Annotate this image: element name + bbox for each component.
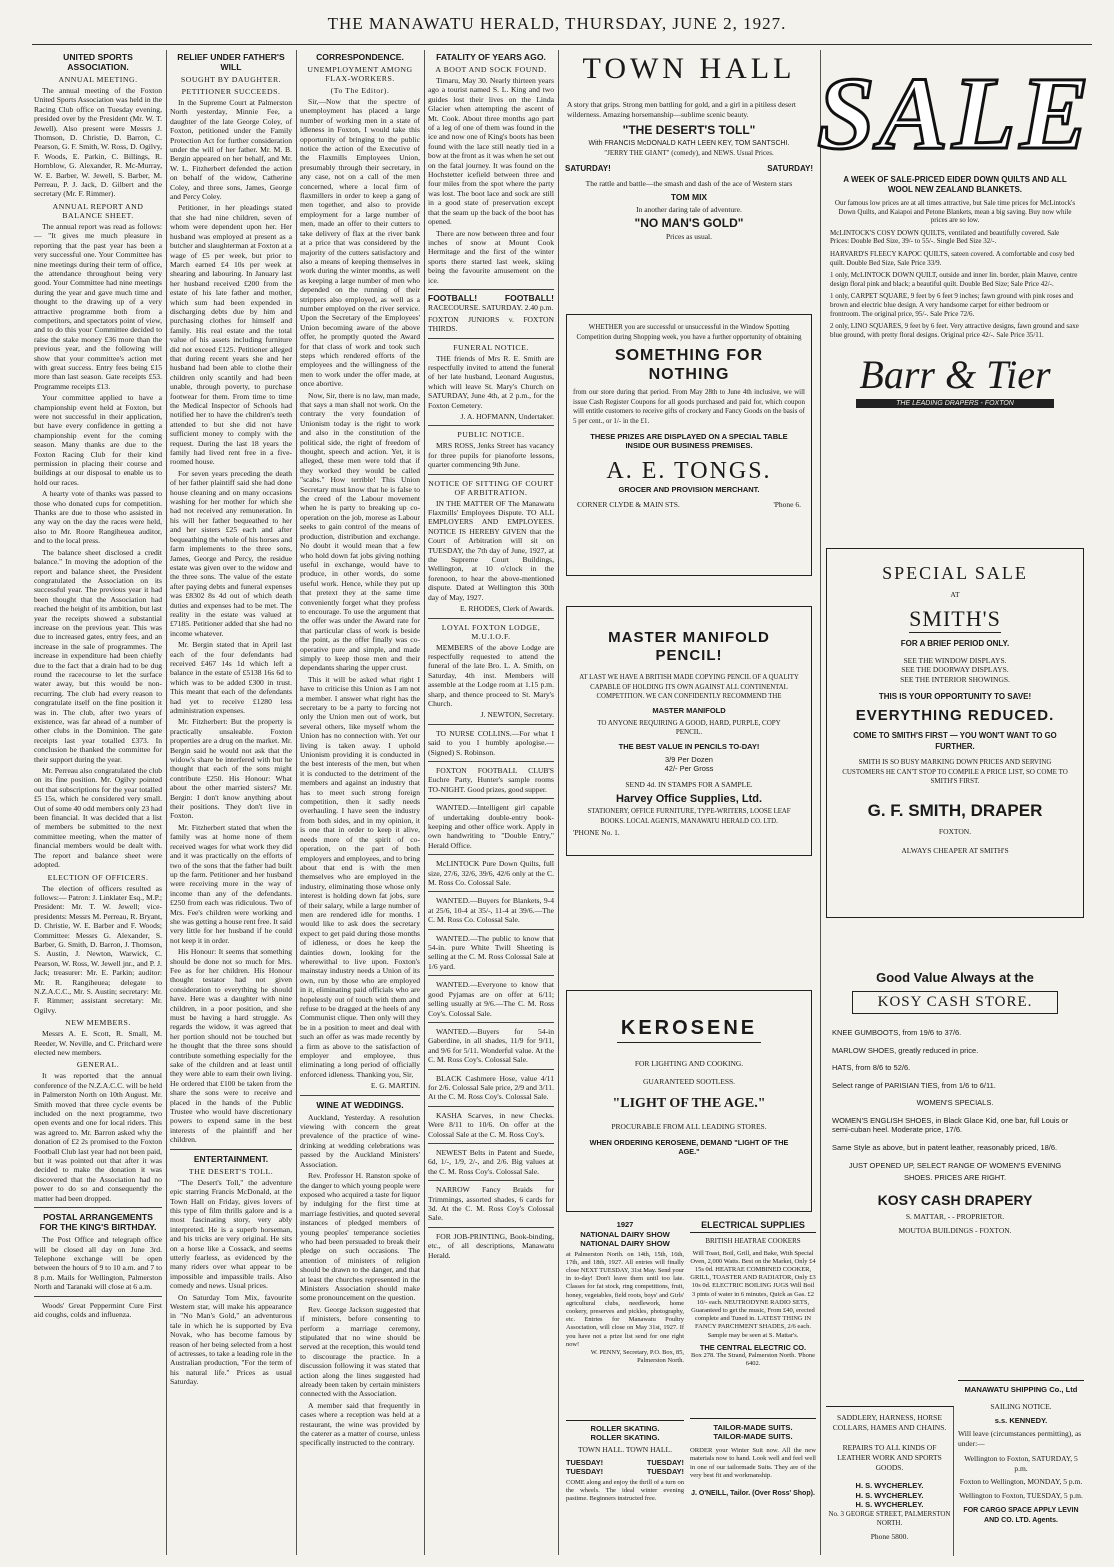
- shop-name: G. F. SMITH, DRAPER: [867, 800, 1043, 820]
- article-subtitle: THE DESERT'S TOLL.: [188, 1166, 274, 1176]
- divider: [34, 1207, 162, 1208]
- classified-ad: WANTED.—Everyone to know that good Pyjamas are on offer at 6/11; selling usually at 9/6.—The C. M. Ross Coy's. Colossal Sale.: [428, 980, 554, 1018]
- article-paragraph: A member said that frequently in cases where a reception was held at a restaurant, the wine was provided by the caterer as a matter of course, unless specifically instructed to the contrary.: [300, 1400, 420, 1448]
- tongs-ad: [566, 314, 812, 576]
- product-line: Select range of PARISIAN TIES, from 1/6 to 6/11.: [832, 1080, 996, 1090]
- dairy-show-ad: [566, 1220, 684, 1364]
- ad-text: A story that grips. Strong men battling for gold, and a girl in a pitiless desert wilderness. Amazing horsemanship—sublime scenic beauty.: [567, 100, 796, 119]
- column-notices: [428, 50, 554, 1555]
- film-title: "THE DESERT'S TOLL": [622, 123, 756, 137]
- column-correspondence: [300, 50, 420, 1555]
- ad-subhead: A WEEK OF SALE-PRICED EIDER DOWN QUILTS AND ALL WOOL NEW ZEALAND BLANKETS.: [843, 175, 1067, 194]
- ad-headline: SPECIAL SALE: [882, 563, 1028, 583]
- ad-text: SEE THE DOORWAY DISPLAYS.: [901, 665, 1009, 674]
- ad-text: Will leave (circumstances permitting), as under:—: [958, 1429, 1082, 1448]
- ad-headline: Good Value Always at the: [876, 970, 1034, 985]
- article-paragraph: Mr. Bergin stated that in April last each of the four defendants had received £467 14s 1d which left a balance in the estate of £5138 16s 6d to which was to be added £300 in trust. This meant that each of the defendants had yet to receive £1280 less administration expenses.: [170, 640, 292, 715]
- article-title: ENTERTAINMENT.: [193, 1153, 269, 1164]
- article-paragraph: Your committee applied to have a championship event held at Foxton, but were not successful in their application, but have every confidence in getting a championship event for the coming season. Many thanks are due to the Foxton Racing Club for their kind permission in placing their course and buildings at our disposal to enable us to hold our races.: [34, 393, 162, 487]
- article-paragraph: Auckland, Yesterday. A resolution viewing with concern the great prevalence of the practice of wine-drinking at wedding celebrations was passed by the Auckland Ministers' Association.: [300, 1112, 420, 1169]
- article-paragraph: For seven years preceding the death of her father plaintiff said she had done house cleaning and on many occasions washing for her mother for which she had not received any remuneration. In his will her father bequeathed to her and her sisters £25 each and after bequeathing the whole of his horses and farm implements to the three sons, James, George and Percy, the residue estate was given over to the widow and the three sons. The value of the estate after paying debts and funeral expenses was £8302 8s 4d out of which death duties and expenses had to be met. The reality in the estate was valued at £7185. Petitioner added that she had no income whatever.: [170, 468, 292, 638]
- ad-text: Prices as usual.: [665, 232, 713, 241]
- divider: [428, 1227, 554, 1228]
- product-heading: WOMEN'S SPECIALS.: [916, 1098, 994, 1107]
- notice-signature: E. RHODES, Clerk of Awards.: [459, 604, 554, 614]
- article-paragraph: It was reported that the annual conference of the N.Z.A.C.C. will be held in Palmerston North on 10th August. Mr. Smith moved that three cycle events be included on the next programme, two open events and one for local riders. This was agreed to. Mr. Barron asked why the donation of £2 2s promised to the Foxton Football Club last year had not been paid, but it was pointed out that after it was decided to make the donation it was discovered that the Association had no power to do so and consequently the matter had been dropped.: [34, 1071, 162, 1203]
- article-paragraph: On Saturday Tom Mix, favourite Western star, will make his appearance in "No Man's Gold," an adventurous tale in which he is supported by Eva Novak, who has become famous by reason of her being selected from a host of actresses, to take a leading role in the Australian production, "For the term of his natural life." Prices as usual Saturday.: [170, 1292, 292, 1387]
- article-paragraph: Timaru, May 30. Nearly thirteen years ago a tourist named S. L. King and two guides lost their lives on the Linda Glacier when attempting the ascent of Mt. Cook. About three months ago part of a leg of one of them was found in the ice and now one of King's boots has been found with the lace still neatly tied in a bow at the front as it was when he set out on the fatal journey. It was found on the Hochstetter icefield between three and four miles from the spot where the party was lost. The boot lace and sock are still in a good state of preservation except that the seam up the back of the boot has opened.: [428, 76, 554, 227]
- article-paragraph: Mr. Fitzherbert: But the property is practically unsaleable. Foxton properties are a drug on the market. Mr. Bergin said he would not ask that the widow's share be interfered with but he thought that each of the sons might contribute £250. His Honour: What about the other married sisters? Mr. Bergin: I don't know anything about their positions. They don't live in Foxton.: [170, 717, 292, 821]
- ad-label: TUESDAY!: [566, 1457, 604, 1467]
- product-line: WOMEN'S ENGLISH SHOES, in Black Glace Kid, one bar, full Louis or semi-cuban heel. Moderate price, 17/6.: [832, 1115, 1069, 1134]
- sale-item: HARVARD'S FLEECY KAPOC QUILTS, sateen covered. A comfortable and cosy bed quilt. Double Bed Size, Sale Price 33/9.: [830, 249, 1075, 267]
- article-paragraph: In the Supreme Court at Palmerston North yesterday, Minnie Fee, a daughter of the late George Coley, of Foxton, petitioned under the Family Protection Act for further consideration under the will of her father. Mr. M. B. Bergin appeared on her behalf, and Mr. W. L. Fitzherbert defended the action on behalf of the widow, Catherine Coley, and three sons, James, George and Percy Coley.: [170, 98, 292, 202]
- divider: [428, 618, 554, 619]
- ad-subhead: SAILING NOTICE.: [990, 1402, 1052, 1411]
- divider: [428, 724, 554, 725]
- notice-signature: J. A. HOFMANN, Undertaker.: [460, 412, 554, 421]
- wycherley-ad: [826, 1406, 954, 1556]
- ad-text: TOWN HALL. TOWN HALL.: [578, 1445, 672, 1454]
- article-subtitle: ANNUAL REPORT AND BALANCE SHEET.: [52, 201, 144, 220]
- ad-text: SADDLERY, HARNESS, HORSE COLLARS, HAMES AND CHAINS.: [832, 1413, 947, 1432]
- article-paragraph: Mr. Perreau also congratulated the club on its fine position. Mr. Ogilvy pointed out that subscriptions for the year totalled £5 15s, which he considered very small. Out of some 40 odd members only 23 had been financial. It was decided that a list of members be submitted to the next committee meeting, when the matter of financial members would be dealt with. The report and balance sheet were adopted.: [34, 766, 162, 870]
- classified-ad: FOXTON FOOTBALL CLUB'S Euchre Party, Hunter's sample rooms TO-NIGHT. Good prizes, good supper.: [428, 765, 554, 794]
- ad-subhead: THIS IS YOUR OPPORTUNITY TO SAVE!: [878, 692, 1032, 701]
- shop-name: H. S. WYCHERLEY.: [855, 1490, 924, 1500]
- ad-text: FOXTON.: [938, 826, 972, 836]
- sailing-line: Foxton to Wellington, MONDAY, 5 p.m.: [959, 1477, 1083, 1486]
- divider: [428, 929, 554, 930]
- ad-text: GROCER AND PROVISION MERCHANT.: [618, 485, 760, 494]
- phone-line: 'PHONE No. 1.: [573, 828, 620, 837]
- article-paragraph: There are now between three and four inches of snow at Mount Cook Hermitage and the first of the winter sports there started last week, skiing being the favourite amusement on the ice.: [428, 228, 554, 285]
- electrical-ad: [690, 1220, 816, 1408]
- ad-year: 1927: [616, 1220, 634, 1229]
- column-rule: [558, 50, 559, 1555]
- sailing-line: Wellington to Foxton, SATURDAY, 5 p.m.: [964, 1454, 1078, 1473]
- ad-label: TUESDAY!: [566, 1466, 604, 1476]
- price-line: 42/- Per Gross: [664, 764, 714, 773]
- ad-text: SEND 4d. IN STAMPS FOR A SAMPLE.: [625, 779, 753, 789]
- article-subtitle: PETITIONER SUCCEEDS.: [181, 87, 281, 96]
- divider: [428, 1022, 554, 1023]
- address-line: CORNER CLYDE & MAIN STS.: [577, 500, 680, 509]
- ad-headline: KEROSENE: [617, 1017, 761, 1043]
- kerosene-ad: [566, 990, 812, 1212]
- notice-title: NOTICE OF SITTING OF COURT OF ARBITRATION.: [428, 478, 554, 497]
- article-paragraph: Rev. George Jackson suggested that if ministers, before consenting to perform a marriage ceremony, stipulated that no wine should be served at the reception, this would tend to discourage the practice. In a discussion following it was stated that action along the lines suggested had already been taken by certain ministers connected with the Association.: [300, 1304, 420, 1399]
- article-paragraph: Mr. Fitzherbert stated that when the family was at home none of them received wages for what work they did and it was practically on the efforts of two of the sons that the father had built up the farm. Petitioner and her husband were receiving more in the way of income than any of the defendants. £250 from each was ridiculous. Two of Mrs. Fee's children were working and she was getting a house rent free. It said very little for her husband if he could not keep it in order.: [170, 822, 292, 945]
- sale-word: SALE: [816, 56, 1094, 171]
- ad-text: AT LAST WE HAVE A BRITISH MADE COPYING PENCIL OF A QUALITY CAPABLE OF HOLDING ITS OWN AGAINST ALL CONTINENTAL COMPETITION. WE CAN CONFIDENTLY RECOMMEND THE: [579, 674, 799, 700]
- ad-subhead: BRITISH HEATRAE COOKERS: [705, 1237, 801, 1245]
- article-subtitle: ELECTION OF OFFICERS.: [47, 872, 149, 882]
- classified-ad: WANTED.—Buyers for 54-in Gaberdine, in all shades, 11/9 for 9/11, and 9/6 for 5/11. Wonderful value. At the C. M. Ross Coy's. Colossal Sale.: [428, 1026, 554, 1065]
- article-paragraph: Messrs A. E. Scott, R. Small, M. Reeder, W. Neville, and C. Pritchard were elected new members.: [34, 1029, 162, 1057]
- product-line: MARLOW SHOES, greatly reduced in price.: [832, 1045, 979, 1055]
- ad-text: STATIONERY, OFFICE FURNITURE, TYPE-WRITERS, LOOSE LEAF BOOKS. LOCAL AGENTS, MANAWATU HERALD CO. LTD.: [587, 808, 791, 825]
- shop-name: H. S. WYCHERLEY.: [855, 1500, 924, 1509]
- divider: [428, 474, 554, 475]
- brand-tagline: THE LEADING DRAPERS - FOXTON: [856, 399, 1054, 408]
- shop-name: A. E. TONGS.: [606, 458, 772, 484]
- ad-text: SEE THE WINDOW DISPLAYS.: [903, 655, 1007, 665]
- sale-item: McLINTOCK'S COSY DOWN QUILTS, ventilated and beautifully covered. Sale Prices: Double Bed Size, 39/- to 55/-. Single Bed Size 32/-.: [830, 228, 1060, 246]
- shop-address: No. 3 GEORGE STREET, PALMERSTON NORTH.: [828, 1509, 951, 1527]
- ad-text: SEE THE INTERIOR SHOWINGS.: [900, 674, 1010, 684]
- divider: [428, 1180, 554, 1181]
- ad-headline: EVERYTHING REDUCED.: [855, 707, 1055, 724]
- sale-item: 1 only, McLINTOCK DOWN QUILT, outside and inner lin. border, plain Mauve, centre design floral pink and black; a beautiful quilt. Double Bed Size; Sale Price 42/-.: [830, 271, 1078, 288]
- article-paragraph: The election of officers resulted as follows:— Patron: J. Linklater Esq., M.P.; President: Mr. T. W. Jewell; vice-presidents: Messrs M. Perreau, R. Bryant, D. Christie, W. E. Barber and F. Woods; Committee: Messrs G. Alexander, S. Barber, G. Smith, D. Barron, J. Thomson, S. Austin, J. Newton, Warwick, C. Pearson, W. Ross, W. Jewell jnr., and P. J. Jack; treasurer: Mr. E. Parkin; auditor: Mr. R. Rangiheuea; delegate to N.Z.A.C.C., Mr. S. Austin; secretary: Mr. F. Rimmer; assistant secretary: Mr. Ogilvy.: [34, 883, 162, 1015]
- notice-text: IN THE MATTER OF The Manawatu Flaxmills' Employees Dispute. TO ALL EMPLOYERS AND EMPLOYEES. NOTICE IS HEREBY GIVEN that the Court of Arbitration will sit on TUESDAY, the 7th day of June, 1927, at the Supreme Court Buildings, Wellington, at 10 o'clock in the forenoon, to hear the above-mentioned dispute. Dated at Wellington this 30th day of May, 1927.: [428, 498, 554, 602]
- ad-title: TOWN HALL: [582, 52, 796, 85]
- product-line: JUST OPENED UP, SELECT RANGE OF WOMEN'S EVENING SHOES. PRICES ARE RIGHT.: [848, 1161, 1062, 1182]
- ad-text: TO ANYONE REQUIRING A GOOD, HARD, PURPLE, COPY PENCIL.: [597, 718, 781, 736]
- classified-ad: FOR JOB-PRINTING, Book-binding, etc., of all descriptions, Manawatu Herald.: [428, 1231, 554, 1260]
- article-note: (To The Editor).: [330, 86, 390, 95]
- ad-text: Box 278. The Strand, Palmerston North. 'Phone 6402.: [690, 1351, 815, 1367]
- ad-text: from our store during that period. From May 28th to June 4th inclusive, we will issue Cash Register Coupons for all goods purchased and paid for, which coupon will entitle customers to receive gifts of crockery and Fancy Goods on the basis of 5 per cent., or 1/- in the £1.: [573, 388, 805, 425]
- ad-text: With FRANCIS McDONALD KATH LEEN KEY, TOM SANTSCHI.: [588, 140, 790, 147]
- divider: [428, 761, 554, 762]
- shop-name: KOSY CASH DRAPERY: [877, 1192, 1033, 1208]
- notice-line: FOXTON JUNIORS v. FOXTON THIRDS.: [428, 314, 554, 334]
- notice-line: RACECOURSE. SATURDAY. 2.40 p.m.: [428, 303, 554, 313]
- article-paragraph: The balance sheet disclosed a credit balance." In moving the adoption of the report and balance sheet, the President congratulated the Association on its successful year. The previous year it had been thought that the Association had reached the height of its ambition, but last year the receipts showed a substantial increase on the previous year. This was due to increased gates, entry fees, and an increase in the sale of programmes. The increase in expenditure had been chiefly due to the fact that a drain had to be dug round the racecourse to let the surface water away, but this would be non-recurring. The club had every reason to congratulate itself on the fine position it was in. The club, after two years of existence, was far ahead of a number of other clubs in the Dominion. The gate receipts last year totalled £373. In conclusion he thanked the committee for their support during the year.: [34, 547, 162, 764]
- column-will-case: [170, 50, 292, 1555]
- divider: [300, 1095, 420, 1096]
- sale-banner: [816, 52, 1094, 171]
- ad-headline: SOMETHING FOR NOTHING: [614, 347, 764, 383]
- notice-title: PUBLIC NOTICE.: [457, 430, 525, 440]
- shop-name: H. S. WYCHERLEY.: [855, 1481, 924, 1490]
- shop-name: SMITH'S: [909, 605, 1001, 631]
- divider: [428, 1143, 554, 1144]
- ad-text: at Palmerston North. on 14th, 15th, 16th, 17th, and 18th, 1927. All entries will finally close NEXT TUESDAY, 31st May. Send your in to-day! Don't leave them until too late. Classes for fat stock, ring competitions, fruit, honey, vegetables, field roots, boys' and Girls' agricultural clubs, needlework, home cookery, preserves and pickles, photography, etc. Entries for Manawatu Poultry Association, will close on May 31st, 1927. If you have not a prize list send for one right now!: [566, 1250, 684, 1348]
- ad-text: REPAIRS TO ALL KINDS OF LEATHER WORK AND SPORTS GOODS.: [837, 1443, 942, 1472]
- article-paragraph: His Honour: It seems that something should be done not so much for Mrs. Fee as for her children. His Honour thought testator had not given consideration to everything he should have. Here was a daughter with nine children, in a poor position, and she must be having a hard struggle. As regards the widow, it was agreed that her portion should not be touched but he thought that the three sons should contribute something especially for the sake of the children and at least until they were able to earn their own living. He ordered that £100 be taken from the share the sons were to receive and placed in the hands of the Public Trustee who would have discretionary powers to expend same in the best interests of the plaintiff and her children.: [170, 947, 292, 1145]
- shop-address: [577, 500, 801, 510]
- classified-ad: TO NURSE COLLINS.—For what I said to you I humbly apologise.—(Signed) S. Robinson.: [428, 728, 554, 757]
- classified-ad: BLACK Cashmere Hose, value 4/11 for 2/6. Colossal Sale price, 2/9 and 3/11. At the C. M. Ross Coy's. Colossal Sale.: [428, 1073, 554, 1102]
- divider: [428, 1069, 554, 1070]
- ad-text: "JERRY THE GIANT" (comedy), and NEWS. Usual Prices.: [604, 148, 774, 157]
- company-name: THE CENTRAL ELECTRIC CO.: [699, 1342, 807, 1352]
- sale-item: 2 only, LINO SQUARES, 9 feet by 6 feet. Very attractive designs, fawn ground and saxe blue ground, with pretty floral designs. Original price 42/-. Sale Price 35/11.: [830, 322, 1079, 339]
- phone-line: Phone 5800.: [870, 1531, 909, 1541]
- tailor-ad: [690, 1418, 816, 1552]
- ad-text: FOR LIGHTING AND COOKING.: [634, 1059, 744, 1068]
- ad-label: TUESDAY!: [646, 1457, 684, 1467]
- article-subtitle: GENERAL.: [76, 1060, 120, 1070]
- ad-text: S. MATTAR, - - PROPRIETOR.: [905, 1212, 1005, 1221]
- classified-ad: NEWEST Belts in Patent and Suede, 6d, 1/-, 1/9, 2/-, and 2/6. Big values at the C. M. Ross Coy's. Colossal Sale.: [428, 1147, 554, 1176]
- product-line: Same Style as above, but in patent leather, reasonably priced, 18/6.: [832, 1142, 1058, 1152]
- sale-item: 1 only, CARPET SQUARE, 9 feet by 6 feet 9 inches; fawn ground with pink roses and brown and electric blue design. A very handsome carpet for either bedroom or frontroom. The original price, 95/-. Sale Price 72/6.: [830, 292, 1074, 318]
- article-title: POSTAL ARRANGEMENTS FOR THE KING'S BIRTHDAY.: [39, 1212, 157, 1233]
- ad-text: ORDER your Winter Suit now. All the new materials now to hand. Look well and feel well in one of our tailormade Suits. They are of the very best fit and workmanship.: [690, 1447, 816, 1480]
- article-title: UNITED SPORTS ASSOCIATION.: [63, 52, 133, 72]
- ad-text: THESE PRIZES ARE DISPLAYED ON A SPECIAL TABLE INSIDE OUR BUSINESS PREMISES.: [590, 432, 788, 450]
- divider: [428, 854, 554, 855]
- vessel-name: s.s. KENNEDY.: [994, 1415, 1048, 1425]
- article-subtitle: SOUGHT BY DAUGHTER.: [180, 75, 282, 84]
- product-slogan: "LIGHT OF THE AGE.": [612, 1096, 766, 1111]
- article-paragraph: Petitioner, in her pleadings stated that she had nine children, seven of whom were dependent upon her. Her husband was employed at present as a butcher and slaughterman at Foxton at a wage of £5 per week, but prior to March earned £4 10s per week at shearing and labouring. In January last her husband received £200 from the estate of his late father and mother, which sum had been expended in discharging debts due by him and purchasing clothes for himself and family. His real estate and the total value of his assets including furniture did not exceed £125. Petitioner alleged that during recent years she and her husband had been able to clothe their children only scantily and had been unable, through poverty, to purchase footwear for them. From time to time the Medical Inspector of Schools had notified her to have the children's teeth attended to but she did not have sufficient money to comply with the request. During the last 18 years the family had lived rent free in a five-roomed house.: [170, 203, 292, 467]
- ad-text: WHEN ORDERING KEROSENE, DEMAND "LIGHT OF THE AGE.": [589, 1137, 789, 1156]
- ad-text: In another daring tale of adventure.: [636, 204, 742, 214]
- sailing-line: Wellington to Foxton, TUESDAY, 5 p.m.: [959, 1490, 1083, 1500]
- article-paragraph: Woods' Great Peppermint Cure First aid coughs, colds and influenza.: [34, 1300, 162, 1319]
- article-paragraph: The annual report was read as follows:— "It gives me much pleasure in reporting that the past year has been a very successful one. Your Committee has nine meetings during their term of office, the attendance throughout being very good. Your Committee had nine meetings during the year and gave much time and thought to the drawing up of a very attractive programme both from a competitors, and spectators point of view, and to do this your Committee decided to raise the stake money £36 more than the previous year, and the following will show that your committee's action met with great success. Entry fees being £15 more than last season. Gate receipts £53. Programme receipts £13.: [34, 221, 162, 391]
- football-label: FOOTBALL!: [428, 292, 478, 303]
- article-paragraph: A hearty vote of thanks was passed to those who donated cups for competition. Thanks are due to those who assisted in any way on the day the races were held, also to Mr. Roore Rangiheuea auditor, and to the local press.: [34, 489, 162, 546]
- ad-text: The rattle and battle—the smash and dash of the ace of Western stars: [585, 179, 793, 188]
- column-rule: [820, 50, 821, 1555]
- price-line: 3/9 Per Dozen: [665, 754, 713, 764]
- article-subtitle: ANNUAL MEETING.: [58, 75, 138, 84]
- ad-signature: W. PENNY, Secretary, P.O. Box, 85, Palmerston North.: [590, 1348, 684, 1364]
- masthead: THE MANAWATU HERALD, THURSDAY, JUNE 2, 1927.: [327, 14, 787, 33]
- shipping-ad: [958, 1380, 1084, 1556]
- ad-signature: J. O'NEILL, Tailor. (Over Ross' Shop).: [691, 1489, 815, 1497]
- article-title: WINE AT WEDDINGS.: [316, 1099, 404, 1110]
- article-paragraph: This it will be asked what right I have to criticise this Union as I am not a member. I answer what right has the secretary to be a party to forcing not only the Union men out of work, but several others, like myself whom the Union has no connection with. Yet our living is taken away. I uphold Unionism providing it is conducted in the best interests of the men, but when it is conducted to the detriment of the members and against an industry that has to meet such strong foreign competition, then it sadly needs overhauling. I have seen the industry from both sides, and in my opinion, it is one that in order to keep it alive, needs more of the spirit of co-operation, on the part of both employers and employees, and to bring about that end is with the men themselves who are employed in the industry, eliminating those whose only interest is holding down fat jobs, sure of their salary, while a large number of men are rendered idle for months. I would like to ask does the secretary expect to get paid during those months of idleness, or does he keep the dainties down, looking for the wherewithal to live upon. Foxton's mainstay industry needs a Union of its own, run by those who are employed in it, eliminating paid officials who are hopelessly out of touch with them and refuse to be dragged at the heels of any Communist clique. Then only will they be in a position to meet and deal with such an offer as was made recently by a firm as above to the satisfaction of employer and employee, thus eliminating a long period of officially enforced idleness. Thanking you, Sir,: [300, 674, 420, 1079]
- divider: [428, 338, 554, 339]
- ad-text: GUARANTEED SOOTLESS.: [642, 1076, 736, 1086]
- ad-text: COME along and enjoy the thrill of a turn on the wheels. The ideal winter evening pastime. Beginners instructed free.: [566, 1478, 684, 1502]
- ad-headline: MASTER MANIFOLD PENCIL!: [608, 629, 770, 664]
- phone-line: 'Phone 6.: [773, 500, 801, 509]
- divider: [428, 975, 554, 976]
- ad-headline: NATIONAL DAIRY SHOW: [580, 1229, 670, 1239]
- ad-text: MOUTOA BUILDINGS - FOXTON.: [898, 1225, 1012, 1235]
- ad-headline: NATIONAL DAIRY SHOW: [580, 1238, 670, 1248]
- ad-label: TUESDAY!: [646, 1466, 684, 1476]
- notice-text: MRS ROSS, Jenks Street has vacancy for three pupils for pianoforte lessons, quarter commencing 9th June.: [428, 441, 554, 470]
- divider: [428, 891, 554, 892]
- divider: [428, 798, 554, 799]
- kosy-cash-ad: [826, 966, 1084, 1286]
- classified-ad: WANTED.—Intelligent girl capable of undertaking double-entry book-keeping and other office work. Apply in own handwriting to "Double Entry," Herald Office.: [428, 803, 554, 850]
- product-line: HATS, from 8/6 to 52/6.: [832, 1063, 911, 1072]
- company-name: Harvey Office Supplies, Ltd.: [615, 793, 763, 805]
- film-star: TOM MIX: [670, 191, 708, 202]
- classified-ad: McLINTOCK Pure Down Quilts, full size, 27/6, 32/6, 39/6, 42/6 only at the C. M. Ross Co. Colossal Sale.: [428, 859, 554, 888]
- ad-text: Will Toast, Boil, Grill, and Bake, With Special Oven, 2,000 Watts. Best on the Market, Only £4 15s 0d. HEATRAE COMBINED COOKER, GRILL, TOASTER AND RADIATOR, Only £3 10s 0d. ELECTRIC BOILING JUGS Will Boil 3 pints of water in 6 minutes, Quick as Gas. £2 10/- each. NEUTRODYNE RADIO SETS, Guaranteed to get the music, From £40, erected complete and Tuned in. LATEST THING IN FANCY PARCHMENT SHADES, 2/6 each. Sample may be seen at S. Mattar's.: [690, 1249, 816, 1339]
- column-rule: [166, 50, 167, 1555]
- ad-text: PROCURABLE FROM ALL LEADING STORES.: [611, 1122, 767, 1131]
- ad-text: ALWAYS CHEAPER AT SMITH'S: [901, 846, 1009, 855]
- article-title: FATALITY OF YEARS AGO.: [436, 52, 546, 62]
- ad-subhead: COME TO SMITH'S FIRST — YOU WON'T WANT TO GO FURTHER.: [853, 731, 1057, 751]
- ad-headline: ROLLER SKATING.: [590, 1433, 660, 1442]
- shop-name: KOSY CASH STORE.: [852, 991, 1058, 1014]
- notice-title: FUNERAL NOTICE.: [453, 342, 529, 352]
- pencil-ad: [566, 606, 812, 856]
- ad-headline: ELECTRICAL SUPPLIES: [690, 1220, 816, 1233]
- notice-title: LOYAL FOXTON LODGE, M.U.I.O.F.: [441, 622, 541, 641]
- ad-label: SATURDAY!: [767, 164, 813, 173]
- ad-label: SATURDAY!: [565, 164, 611, 173]
- ad-text: THE BEST VALUE IN PENCILS TO-DAY!: [618, 741, 760, 751]
- divider: [34, 1296, 162, 1297]
- classified-ad: WANTED.—Buyers for Blankets, 9-4 at 25/6, 10-4 at 35/-, 11-4 at 39/6.—The C. M. Ross Co. Colossal Sale.: [428, 896, 554, 925]
- masthead-rule: [32, 44, 1092, 45]
- football-heading: [428, 294, 554, 303]
- barr-tier-sale-ad: [816, 52, 1094, 524]
- ad-subhead: [566, 1467, 684, 1476]
- divider: [170, 1149, 292, 1150]
- roller-skating-ad: [566, 1420, 684, 1552]
- ad-text: SMITH IS SO BUSY MARKING DOWN PRICES AND SERVING CUSTOMERS HE CAN'T STOP TO COMPILE A PRICE LIST, SO COME TO SMITH'S FIRST.: [842, 758, 1068, 785]
- classified-ad: WANTED.—The public to know that 54-in. pure White Twill Sheeting is selling at the C. M. Ross Colossal Sale at 1/6 yard.: [428, 933, 554, 971]
- divider: [428, 425, 554, 426]
- article-paragraph: Now, Sir, there is no law, man made, that says a man shall not work. On the contrary the very foundation of Unionism today is the right to work and also in the constitution of the political side, the right of freedom of thought, speech and action. Yet, it is alleged, these men were told that if they worked they would be called "scabs." How terrible! This Union Secretary must know that he is false to the creed of the Labour movement when he is party to breaking up co-operation on the job, morese as Labour seeks to gain control of the means of production, distribution and exchange. No doubt it would mean that a few who hold down fat jobs giving nothing useful in exchange, would have to produce, in other words, do some useful work. Hence, while they put up that pretext they at the same time conveniently forget what they profess to encourage. To use the argument that the offer was under the Award rate for that particular class of work is beside the point, as the offer finally was co-operative pure and simple, and made simply to keep those men and their dependants sharing the upper crust.: [300, 390, 420, 673]
- article-subtitle: A BOOT AND SOCK FOUND.: [435, 65, 547, 74]
- column-rule: [424, 50, 425, 1555]
- ad-headline: MANAWATU SHIPPING Co., Ltd: [964, 1385, 1078, 1394]
- brand-logo: Barr & Tier: [859, 352, 1051, 398]
- ad-text: FOR CARGO SPACE APPLY LEVIN AND CO. LTD. Agents.: [963, 1507, 1079, 1524]
- column-sports: [34, 50, 162, 1555]
- ad-headline: TAILOR-MADE SUITS.: [713, 1423, 793, 1432]
- classified-ad: KASHA Scarves, in new Checks. Were 8/11 to 10/6. On offer at the Colossal Sale at the C. M. Ross Coy's.: [428, 1110, 554, 1139]
- notice-signature: J. NEWTON, Secretary.: [480, 710, 554, 720]
- film-title: "NO MAN'S GOLD": [634, 216, 744, 230]
- article-subtitle: NEW MEMBERS.: [65, 1018, 131, 1028]
- article-paragraph: The annual meeting of the Foxton United Sports Association was held in the Racing Club office on Tuesday evening, presided over by the President (Mr. W. T. Jewell). Also present were Messrs J. Thomson, D. Christie, D. Barron, C. Pearson, G. F. Smith, W. Ross, D. Ogilvy, F. Woods, E. Parkin, C. Billings, R. Hornblow, G. Alexander, R. Mc-Murray, W. E. Barber, W. Jewell, S. Barber, M. Perreau, P. J. Jack, D. Gilbert and the secretary (Mr. F. Rimmer).: [34, 86, 162, 199]
- ad-text: WHETHER you are successful or unsuccessful in the Window Spotting Competition during Shopping week, you have a further opportunity of obtaining: [576, 323, 802, 341]
- town-hall-ad: [563, 50, 815, 306]
- article-paragraph: Sir,—Now that the spectre of unemployment has placed a large number of working men in a state of idleness in Foxton, I would take this opportunity of bringing to the public notice the action of the Executive of the Flaxmills Employees Union, presumably through their secretary, in any case, not on a call of the men concerned, where a local firm of flaxmillers in order to keep a gang of men together, and also to provide employment for a large number of men, made an offer to their cutters to take delivery of flax at the river bank at a price that was considered by the majority of the cutters satisfactory and also a means of keeping themselves in work during the winter months, as well as keeping a large number of men who depended on the running of their strippers also employed, as well as a number employed on the river service. Upon the Secretary of the Employees' Union becoming aware of the above offer, he promptly quoted the Award for that class of work and took such steps which rendered efforts of the employees and the willingness of the men to work under the offer made, at once abortive.: [300, 97, 420, 389]
- article-title: CORRESPONDENCE.: [316, 52, 404, 62]
- product-name: MASTER MANIFOLD: [652, 705, 726, 715]
- ad-subhead: FOR A BRIEF PERIOD ONLY.: [900, 638, 1010, 648]
- ad-text: AT: [950, 590, 960, 599]
- ad-text: Our famous low prices are at all times attractive, but Sale time prices for McLintock's Down Quilts, and Kaiapoi and Petone Blankets, mean a big saving. Buy now while prices are so low.: [834, 199, 1076, 225]
- article-paragraph: "The Desert's Toll," the adventure epic starring Francis McDonald, at the Town Hall on Friday, gives lovers of this type of film thrills galore and is a most fascinating story, very ably interpreted. He is a superb horseman, and his tricks are very original. He sits on a horse like a Cossack, and seems utterly fearless, as evidenced by the many riders over what appear to be impossible and impassible trails. Also comedy and news. Usual prices.: [170, 1177, 292, 1291]
- smiths-sale-ad: [826, 548, 1084, 918]
- divider: [428, 1106, 554, 1107]
- football-label: FOOTBALL!: [504, 292, 554, 303]
- column-rule: [296, 50, 297, 1555]
- letter-signature: E. G. MARTIN.: [370, 1081, 420, 1091]
- divider: [428, 289, 554, 290]
- article-paragraph: Rev. Professor H. Ranston spoke of the danger to which young people were exposed who acquired a taste for liquor by indulging for the first time at marriage festivities, and quoted several instances of pledged members of young peoples' temperance societies who had been persuaded to break their pledge on such occasions. The attention of ministers of religion should be drawn to the danger, and that at least the churches represented in the Ministers Association should make some pronouncement on the question.: [300, 1171, 420, 1303]
- classified-ad: NARROW Fancy Braids for Trimmings, assorted shades, 6 cards for 3d. At the C. M. Ross Coy's Colossal Sale.: [428, 1185, 554, 1223]
- ad-subhead: [566, 1458, 684, 1467]
- article-paragraph: The Post Office and telegraph office will be closed all day on June 3rd. Telephone exchange will be open between the hours of 9 to 10 a.m. and 7 to 8 p.m. Mails for Wellington, Palmerston North and Taranaki will close at 6 a.m.: [34, 1235, 162, 1292]
- product-line: KNEE GUMBOOTS, from 19/6 to 37/6.: [832, 1028, 962, 1037]
- article-subtitle: UNEMPLOYMENT AMONG FLAX-WORKERS.: [307, 65, 413, 83]
- article-title: RELIEF UNDER FATHER'S WILL: [177, 52, 285, 72]
- ad-headline: TAILOR-MADE SUITS.: [713, 1432, 793, 1441]
- ad-subhead: [565, 164, 813, 173]
- notice-text: MEMBERS of the above Lodge are respectfully requested to attend the funeral of the late Bro. L. A. Smith, on Saturday, 4th inst. Members will assemble at the Lodge room at 1.15 p.m. sharp, and thence proceed to St. Mary's Church.: [428, 642, 554, 708]
- ad-headline: ROLLER SKATING.: [590, 1424, 660, 1433]
- notice-text: THE friends of Mrs R. E. Smith are respectfully invited to attend the funeral of her late husband, Leonard Augustus, which will leave St. Mary's Church on SATURDAY, June 4th, at 2 p.m., for the Foxton Cemetery.: [428, 353, 554, 410]
